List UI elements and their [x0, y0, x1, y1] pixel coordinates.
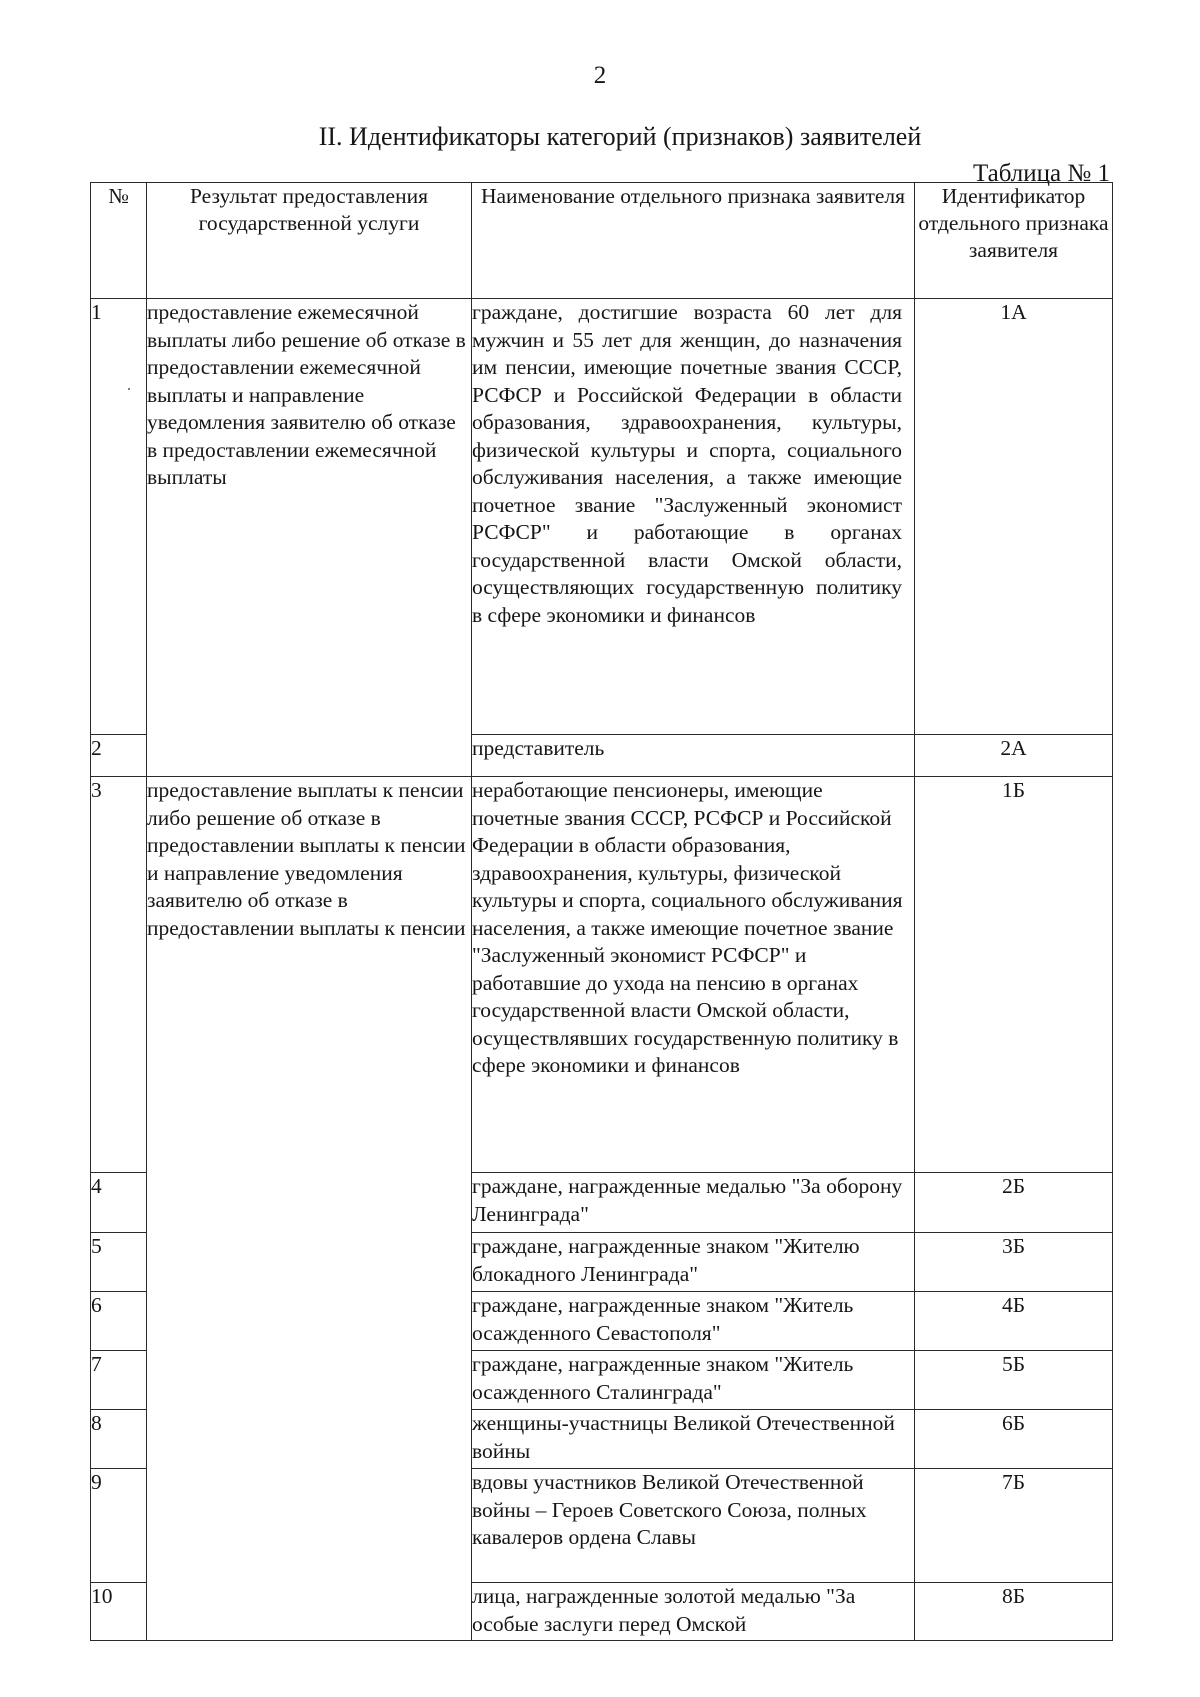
- attribute-identifier: 1Б: [915, 777, 1113, 1173]
- service-result: предоставление выплаты к пенсии либо решение об отказе в предоставлении выплаты к пенсии и направление уведомления заявителю об отказе в предоставлении выплаты к пенсии: [147, 777, 472, 1641]
- table-row: [91, 299, 1113, 735]
- attribute-name: представитель: [472, 735, 915, 777]
- table-header-row: [91, 183, 1113, 299]
- row-number: 9: [91, 1469, 147, 1583]
- attribute-identifier: 3Б: [915, 1233, 1113, 1292]
- row-number: 7: [91, 1351, 147, 1410]
- attribute-name: граждане, достигшие возраста 60 лет для мужчин и 55 лет для женщин, до назначения им пенсии, имеющие почетные звания СССР, РСФСР и Российской Федерации в области образования, здравоохранения, культуры, физической культуры и спорта, социального обслуживания населения, а также имеющие почетное звание "Заслуженный экономист РСФСР" и работающие в органах государственной власти Омской области, осуществляющих государственную политику в сфере экономики и финансов: [472, 299, 915, 735]
- attribute-name: неработающие пенсионеры, имеющие почетные звания СССР, РСФСР и Российской Федерации в области образования, здравоохранения, культуры, физической культуры и спорта, социального обслуживания населения, а также имеющие почетное звание "Заслуженный экономист РСФСР" и работавшие до ухода на пенсию в органах государственной власти Омской области, осуществлявших государственную политику в сфере экономики и финансов: [472, 777, 915, 1173]
- attribute-identifier: 2Б: [915, 1173, 1113, 1233]
- header-number: №: [91, 183, 147, 299]
- row-number: 8: [91, 1410, 147, 1469]
- attribute-name: граждане, награжденные знаком "Житель осажденного Сталинграда": [472, 1351, 915, 1410]
- table-caption: Таблица № 1: [972, 160, 1110, 187]
- attribute-identifier: 6Б: [915, 1410, 1113, 1469]
- attribute-identifier: 4Б: [915, 1292, 1113, 1351]
- header-attribute-name: Наименование отдельного признака заявителя: [472, 183, 915, 299]
- table-row: [91, 777, 1113, 1173]
- attribute-identifier: 5Б: [915, 1351, 1113, 1410]
- identifiers-table: [90, 182, 1113, 1641]
- row-number: 3: [91, 777, 147, 1173]
- row-number: 1: [91, 299, 147, 735]
- header-identifier: Идентификатор отдельного признака заявителя: [915, 183, 1113, 299]
- attribute-name: вдовы участников Великой Отечественной войны – Героев Советского Союза, полных кавалеров ордена Славы: [472, 1469, 915, 1583]
- page-number: 2: [593, 62, 607, 89]
- header-result: Результат предоставления государственной услуги: [147, 183, 472, 299]
- attribute-name: лица, награжденные золотой медалью "За особые заслуги перед Омской: [472, 1583, 915, 1641]
- attribute-name: граждане, награжденные знаком "Жителю блокадного Ленинграда": [472, 1233, 915, 1292]
- attribute-name: граждане, награжденные медалью "За оборону Ленинграда": [472, 1173, 915, 1233]
- attribute-name: граждане, награжденные знаком "Житель осажденного Севастополя": [472, 1292, 915, 1351]
- attribute-identifier: 1А: [915, 299, 1113, 735]
- attribute-name: женщины-участницы Великой Отечественной войны: [472, 1410, 915, 1469]
- service-result: предоставление ежемесячной выплаты либо решение об отказе в предоставлении ежемесячной выплаты и направление уведомления заявителю об отказе в предоставлении ежемесячной выплаты: [147, 299, 472, 777]
- attribute-identifier: 2А: [915, 735, 1113, 777]
- attribute-identifier: 7Б: [915, 1469, 1113, 1583]
- row-number: 10: [91, 1583, 147, 1641]
- row-number: 6: [91, 1292, 147, 1351]
- row-number: 4: [91, 1173, 147, 1233]
- section-title: II. Идентификаторы категорий (признаков) заявителей: [318, 122, 922, 151]
- row-number: 5: [91, 1233, 147, 1292]
- attribute-identifier: 8Б: [915, 1583, 1113, 1641]
- row-number: 2: [91, 735, 147, 777]
